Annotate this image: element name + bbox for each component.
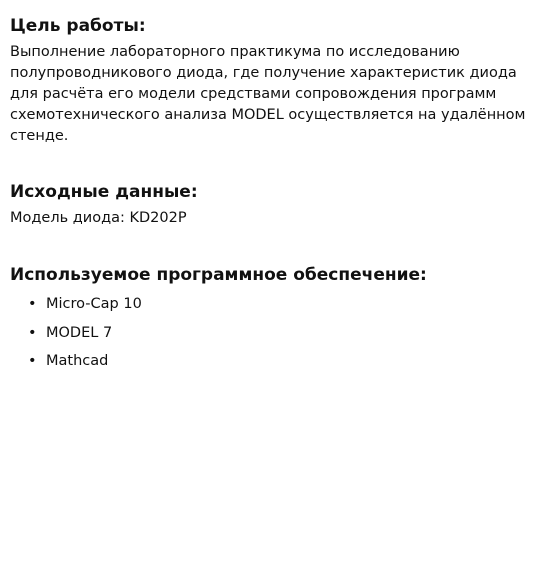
goal-text: Выполнение лабораторного практикума по исследованию полупроводникового диода, где получение характеристик диода для расчёта его модели средствами сопровождения программ схемотехнического анализа MODEL осуществляется на удалённом стенде. <box>10 44 526 144</box>
source-data-heading: Исходные данные: <box>10 182 198 202</box>
diode-model-text: Модель диода: KD202P <box>10 210 187 226</box>
software-item <box>10 323 534 344</box>
software-item-label: Micro-Cap 10 <box>46 296 142 312</box>
goal-heading: Цель работы: <box>10 16 146 36</box>
software-heading: Используемое программное обеспечение: <box>10 265 427 285</box>
bullet-icon: • <box>28 324 37 341</box>
software-item-label: Mathcad <box>46 353 109 369</box>
bullet-icon: • <box>28 353 37 369</box>
software-list <box>10 294 534 372</box>
software-section <box>10 263 534 372</box>
software-item-label: MODEL 7 <box>46 324 113 341</box>
goal-section <box>10 14 534 147</box>
software-item <box>10 351 534 372</box>
software-item <box>10 294 534 315</box>
bullet-icon: • <box>28 296 37 312</box>
source-data-section <box>10 180 534 229</box>
